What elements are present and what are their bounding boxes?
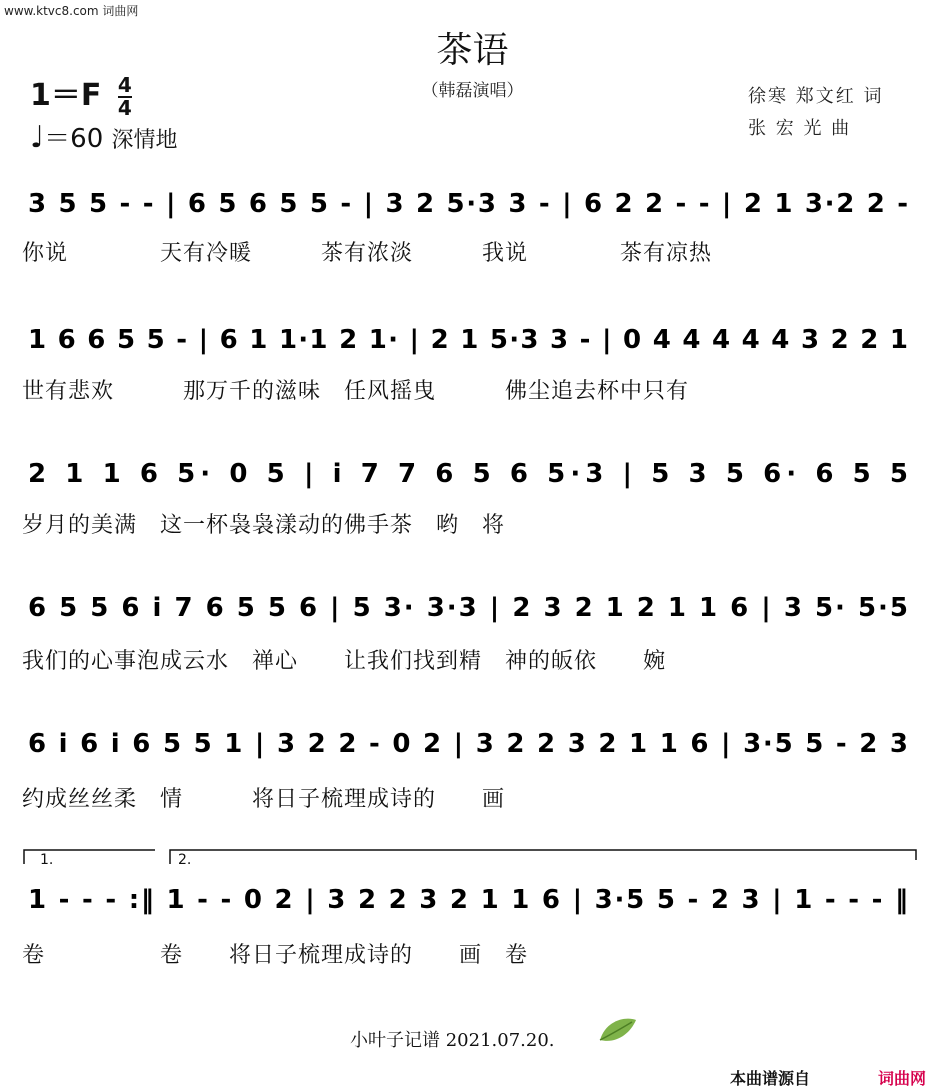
notes-text-3: 2 1 1 6 5· 0 5 | i 7 7 6 5 6 5·3 | 5 3 5 6· 6 5 5: [28, 459, 908, 489]
lyricist-credit: 徐寒 郑文红 词: [748, 86, 884, 107]
score-row-1: [0, 170, 945, 280]
notation-row-1: [0, 170, 945, 230]
singer-credit: （韩磊演唱）: [421, 81, 524, 101]
ending-two-label: 2.: [178, 852, 192, 868]
tempo-marking: [30, 118, 178, 155]
score-row-3: [0, 440, 945, 550]
time-top: 4: [117, 72, 132, 97]
score-row-2: [0, 306, 945, 416]
notation-row-3: [0, 440, 945, 500]
tempo-value: ＝60: [44, 124, 104, 154]
leaf-icon: [596, 1014, 640, 1046]
key-label: 1＝F: [30, 78, 102, 113]
notes-text-4: 6 5 5 6 i 7 6 5 5 6 | 5 3· 3·3 | 2 3 2 1 2 1 1 6 | 3 5· 5·5: [28, 593, 908, 623]
time-signature: [117, 72, 132, 120]
song-title: 茶语: [436, 30, 509, 71]
ending-one-label: 1.: [40, 852, 54, 868]
notes-text-1: 3 5 5 - - | 6 5 6 5 5 - | 3 2 5·3 3 - | 6 2 2 - - | 2 1 3·2 2 -: [28, 189, 908, 219]
score-row-6: [0, 846, 945, 976]
lyric-row-3: 岁月的美满 这一杯袅袅漾动的佛手茶 哟 将: [22, 513, 506, 538]
transcriber-signature: 小叶子记谱 2021.07.20.: [350, 1030, 555, 1051]
source-label: 本曲谱源自: [730, 1069, 811, 1088]
notation-row-6: [0, 866, 945, 926]
site-logo: 词曲网: [878, 1069, 927, 1088]
key-signature: [30, 70, 132, 119]
tempo-mood: 深情地: [111, 128, 178, 153]
lyric-row-5: 约成丝丝柔 情 将日子梳理成诗的 画: [22, 787, 506, 812]
quarter-note-icon: ♩: [30, 120, 45, 155]
notation-row-4: [0, 574, 945, 634]
lyric-row-6: 卷 卷 将日子梳理成诗的 画 卷: [22, 943, 529, 968]
notation-row-2: [0, 306, 945, 366]
notes-text-6: 1 - - - :‖ 1 - - 0 2 | 3 2 2 3 2 1 1 6 | 3·5 5 - 2 3 | 1 - - - ‖: [28, 885, 908, 915]
notation-row-5: [0, 710, 945, 770]
time-bottom: 4: [117, 95, 132, 120]
site-watermark: www.ktvc8.com 词曲网: [4, 4, 139, 18]
notes-text-2: 1 6 6 5 5 - | 6 1 1·1 2 1· | 2 1 5·3 3 - | 0 4 4 4 4 4 3 2 2 1: [28, 325, 908, 355]
ending-brackets: [0, 846, 945, 866]
notes-text-5: 6 i 6 i 6 5 5 1 | 3 2 2 - 0 2 | 3 2 2 3 2 1 1 6 | 3·5 5 - 2 3: [28, 729, 908, 759]
lyric-row-4: 我们的心事泡成云水 禅心 让我们找到精 神的皈依 婉: [22, 649, 667, 674]
composer-credit: 张 宏 光 曲: [748, 118, 852, 139]
score-row-4: [0, 574, 945, 684]
lyric-row-2: 世有悲欢 那万千的滋味 任风摇曳 佛尘追去杯中只有: [22, 379, 690, 404]
score-row-5: [0, 710, 945, 820]
lyric-row-1: 你说 天有冷暖 茶有浓淡 我说 茶有凉热: [22, 241, 713, 266]
